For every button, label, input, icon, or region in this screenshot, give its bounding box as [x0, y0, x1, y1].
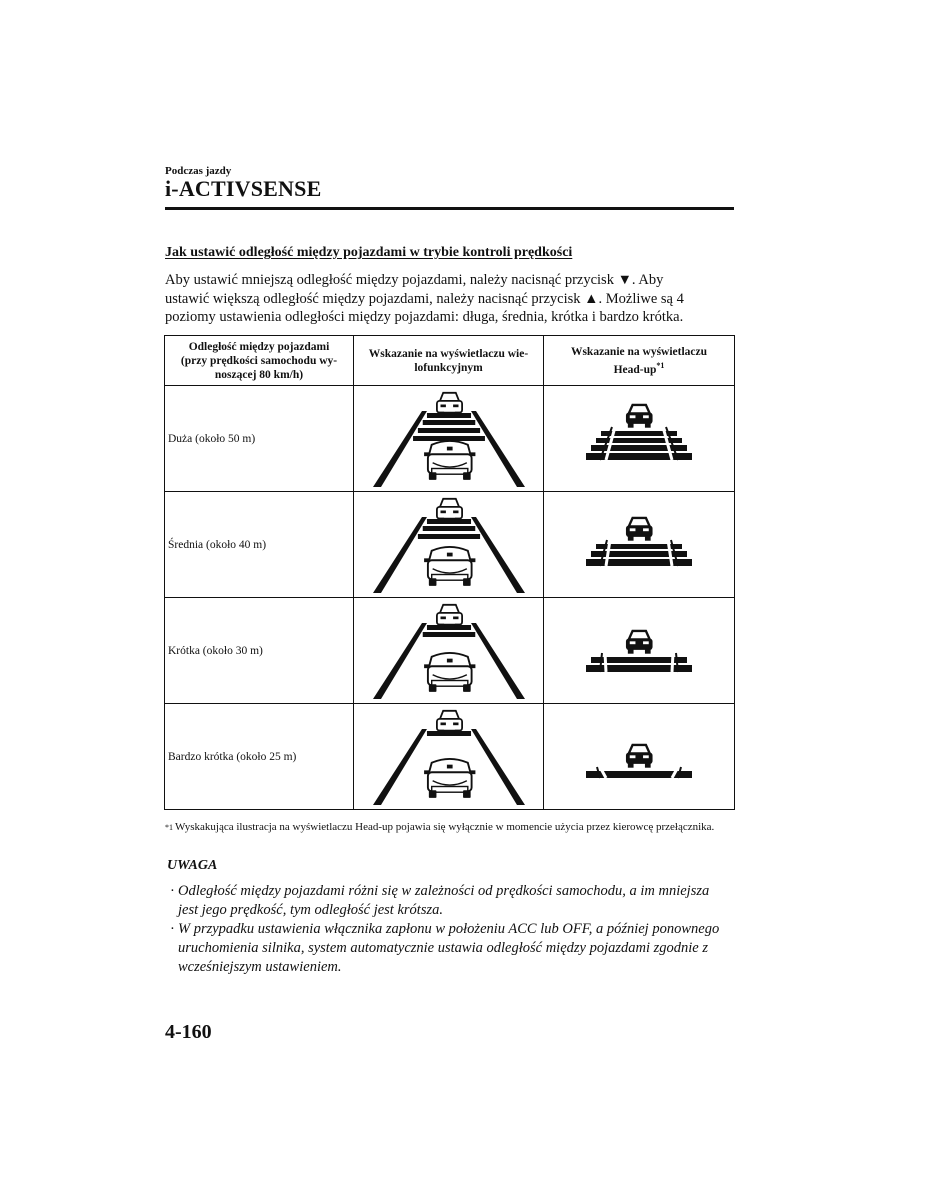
- hud-distance-icon: [549, 389, 729, 489]
- distance-bar: [417, 534, 479, 539]
- lane-line-right: [471, 411, 525, 487]
- lane-line-left: [373, 729, 427, 805]
- distance-label: Średnia (około 40 m): [165, 492, 354, 598]
- distance-bar: [417, 428, 479, 433]
- distance-label: Bardzo krótka (około 25 m): [165, 704, 354, 810]
- subheading: Jak ustawić odległość między pojazdami w trybie kontroli prędkości: [165, 245, 573, 260]
- note-list: [170, 882, 730, 977]
- leading-car-icon: [626, 630, 653, 653]
- leading-car-icon: [626, 517, 653, 540]
- multi-display-distance-icon: [359, 601, 539, 701]
- table-row: [165, 386, 735, 492]
- leading-car-icon: [436, 392, 461, 415]
- lane-line-left: [373, 411, 427, 487]
- intro-line: poziomy ustawienia odległości między pojazdami: długa, średnia, krótka i bardzo krótka.: [165, 309, 684, 325]
- lane-line-right: [471, 623, 525, 699]
- note-item: · W przypadku ustawienia włącznika zapłonu w położeniu ACC lub OFF, a później ponownego uruchomienia silnika, system automatycznie ustawia odległość między pojazdami zgodnie z wcześniejszym ustawieniem.: [170, 920, 730, 977]
- own-car-icon: [424, 440, 475, 479]
- distance-bar: [426, 519, 470, 524]
- header-multi-display: Wskazanie na wyświetlaczu wie- lofunkcyjnym: [354, 336, 544, 386]
- lane-line-right: [471, 729, 525, 805]
- distance-table: [164, 335, 735, 810]
- distance-bar: [596, 438, 682, 443]
- multi-display-distance-icon: [359, 707, 539, 807]
- table-row: [165, 492, 735, 598]
- intro-paragraph: [165, 271, 735, 327]
- footnote: [165, 820, 735, 835]
- leading-car-icon: [436, 498, 461, 521]
- hud-distance-icon: [549, 601, 729, 701]
- table-row: [165, 598, 735, 704]
- chapter-title: i-ACTIVSENSE: [165, 176, 322, 201]
- note-item: · Odległość między pojazdami różni się w zależności od prędkości samochodu, a im mniejsza jest jego prędkość, tym odległość jest krótsza.: [170, 882, 730, 920]
- header-distance: Odległość między pojazdami (przy prędkości samochodu wy- noszącej 80 km/h): [165, 336, 354, 386]
- distance-label: Krótka (około 30 m): [165, 598, 354, 704]
- lane-line-left: [373, 517, 427, 593]
- table-header-row: [165, 336, 735, 386]
- distance-bar: [426, 625, 470, 630]
- own-car-icon: [424, 758, 475, 797]
- lane-line-right: [471, 517, 525, 593]
- distance-bar: [591, 551, 687, 557]
- multi-display-distance-icon: [359, 389, 539, 489]
- intro-line: Aby ustawić mniejszą odległość między pojazdami, należy nacisnąć przycisk ▼. Aby: [165, 272, 664, 288]
- note-heading: UWAGA: [167, 858, 218, 873]
- distance-label: Duża (około 50 m): [165, 386, 354, 492]
- distance-bar: [426, 413, 470, 418]
- hud-distance-icon: [549, 707, 729, 807]
- distance-bar: [426, 731, 470, 736]
- distance-bar: [422, 526, 475, 531]
- header-hud: Wskazanie na wyświetlaczu Head-$up^{*1}$: [544, 336, 735, 386]
- table-row: [165, 704, 735, 810]
- title-rule: [165, 207, 734, 210]
- footnote-text: Wyskakująca ilustracja na wyświetlaczu Head-up pojawia się wyłącznie w momencie użycia przez kierowcę przełącznika.: [175, 821, 715, 833]
- own-car-icon: [424, 652, 475, 691]
- distance-bar: [422, 420, 475, 425]
- section-label: Podczas jazdy: [165, 165, 232, 177]
- leading-car-icon: [626, 744, 653, 767]
- distance-bar: [586, 665, 692, 672]
- intro-line: ustawić większą odległość między pojazdami, należy nacisnąć przycisk ▲. Możliwe są 4: [165, 290, 684, 307]
- multi-display-distance-icon: [359, 495, 539, 595]
- leading-car-icon: [436, 710, 461, 733]
- leading-car-icon: [626, 404, 653, 427]
- lane-line-left: [373, 623, 427, 699]
- footnote-mark: *1: [165, 823, 173, 832]
- page-number: 4-160: [165, 1021, 212, 1043]
- distance-bar: [422, 632, 475, 637]
- own-car-icon: [424, 546, 475, 585]
- leading-car-icon: [436, 604, 461, 627]
- hud-distance-icon: [549, 495, 729, 595]
